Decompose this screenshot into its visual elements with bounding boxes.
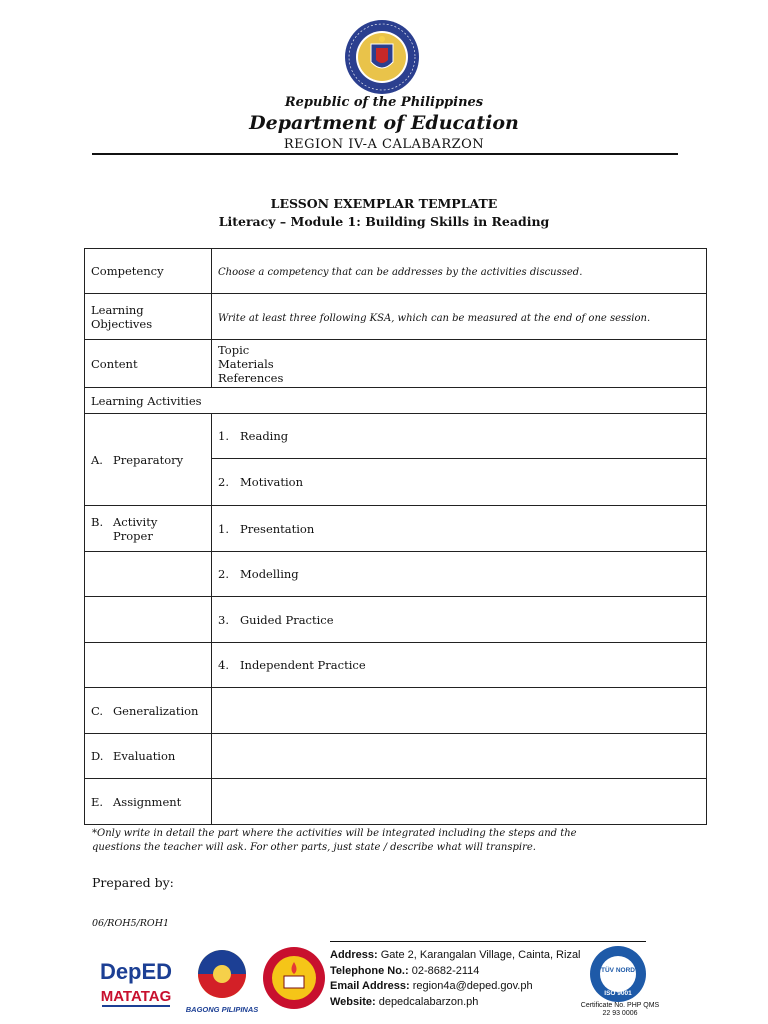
- svg-text:DepED: DepED: [99, 959, 173, 984]
- activity-step-guided-practice[interactable]: 3. Guided Practice: [212, 597, 707, 643]
- svg-text:MATATAG: MATATAG: [100, 988, 172, 1005]
- competency-label: Competency: [85, 249, 212, 294]
- table-row: [85, 294, 707, 340]
- objectives-label: [85, 294, 212, 340]
- evaluation-cell[interactable]: [212, 734, 707, 779]
- table-row: [85, 597, 707, 643]
- table-row: [85, 552, 707, 597]
- empty-label-cell: [85, 597, 212, 643]
- objectives-cell[interactable]: [212, 294, 707, 340]
- footnote: *Only write in detail the part where the activities will be integrated including the steps and the questions the teacher will ask. For other parts, just state / describe what will transpire.: [92, 828, 577, 853]
- department-heading: Department of Education: [249, 112, 519, 134]
- table-row: [85, 643, 707, 688]
- certificate-number: Certificate No. PHP QMS 22 93 0006: [580, 1002, 660, 1017]
- email-link[interactable]: region4a@deped.gov.ph: [412, 980, 533, 992]
- table-row: [85, 388, 707, 414]
- objectives-hint: Write at least three following KSA, which can be measured at the end of one session.: [218, 312, 651, 324]
- republic-heading: Republic of the Philippines: [284, 95, 484, 110]
- content-cell[interactable]: [212, 340, 707, 388]
- content-item-references: References: [218, 370, 284, 385]
- svg-text:BAGONG PILIPINAS: BAGONG PILIPINAS: [186, 1005, 258, 1014]
- generalization-label: C. Generalization: [85, 688, 212, 734]
- objectives-label-line1: Learning: [91, 302, 144, 317]
- assignment-label: E. Assignment: [85, 779, 212, 825]
- activity-step-independent-practice[interactable]: 4. Independent Practice: [212, 643, 707, 688]
- svg-text:ISO 9001: ISO 9001: [604, 990, 632, 997]
- contact-block: Address: Gate 2, Karangalan Village, Cainta, Rizal Telephone No.: 02-8682-2114 Email Address: region4a@deped.gov.ph Website: depedcalabarzon.ph: [330, 949, 581, 1008]
- table-row: [85, 249, 707, 294]
- activity-step-modelling[interactable]: 2. Modelling: [212, 552, 707, 597]
- website-link[interactable]: depedcalabarzon.ph: [378, 995, 479, 1008]
- generalization-cell[interactable]: [212, 688, 707, 734]
- empty-label-cell: [85, 552, 212, 597]
- document-title: LESSON EXEMPLAR TEMPLATE: [270, 196, 498, 211]
- region-seal-icon: [262, 946, 326, 1010]
- table-row: [85, 414, 707, 459]
- address-value: Gate 2, Karangalan Village, Cainta, Rizal: [380, 949, 581, 961]
- table-row: [85, 340, 707, 388]
- prep-step-motivation[interactable]: 2. Motivation: [212, 459, 707, 506]
- footer-divider: [330, 941, 646, 942]
- prep-step-reading[interactable]: 1. Reading: [212, 414, 707, 459]
- empty-label-cell: [85, 643, 212, 688]
- content-label: Content: [85, 340, 212, 388]
- table-row: [85, 734, 707, 779]
- activity-proper-label: B. Activity Proper: [85, 506, 212, 552]
- evaluation-label: D. Evaluation: [85, 734, 212, 779]
- assignment-cell[interactable]: [212, 779, 707, 825]
- region-heading: REGION IV-A CALABARZON: [283, 137, 485, 152]
- preparatory-label: A. Preparatory: [85, 414, 212, 506]
- document-code: 06/ROH5/ROH1: [92, 918, 170, 929]
- tuv-iso-certification-icon: [587, 944, 649, 1004]
- table-row: [85, 779, 707, 825]
- objectives-label-line2: Objectives: [91, 316, 153, 331]
- deped-seal-icon: [343, 18, 421, 96]
- content-item-topic: Topic: [218, 342, 250, 357]
- svg-text:TÜV NORD: TÜV NORD: [601, 967, 635, 974]
- bagong-pilipinas-logo-icon: [186, 946, 258, 1016]
- lesson-exemplar-table: [84, 248, 707, 825]
- telephone-value: 02-8682-2114: [411, 964, 480, 977]
- deped-matatag-logo-icon: [96, 957, 176, 1011]
- prepared-by-label: Prepared by:: [92, 875, 174, 890]
- document-subtitle: Literacy – Module 1: Building Skills in Reading: [218, 214, 550, 229]
- table-row: [85, 506, 707, 552]
- content-item-materials: Materials: [218, 356, 274, 371]
- competency-hint: Choose a competency that can be addresses by the activities discussed.: [218, 267, 583, 278]
- activity-step-presentation[interactable]: 1. Presentation: [212, 506, 707, 552]
- learning-activities-label: Learning Activities: [85, 388, 707, 414]
- table-row: [85, 688, 707, 734]
- competency-cell[interactable]: [212, 249, 707, 294]
- header-divider: [92, 153, 678, 155]
